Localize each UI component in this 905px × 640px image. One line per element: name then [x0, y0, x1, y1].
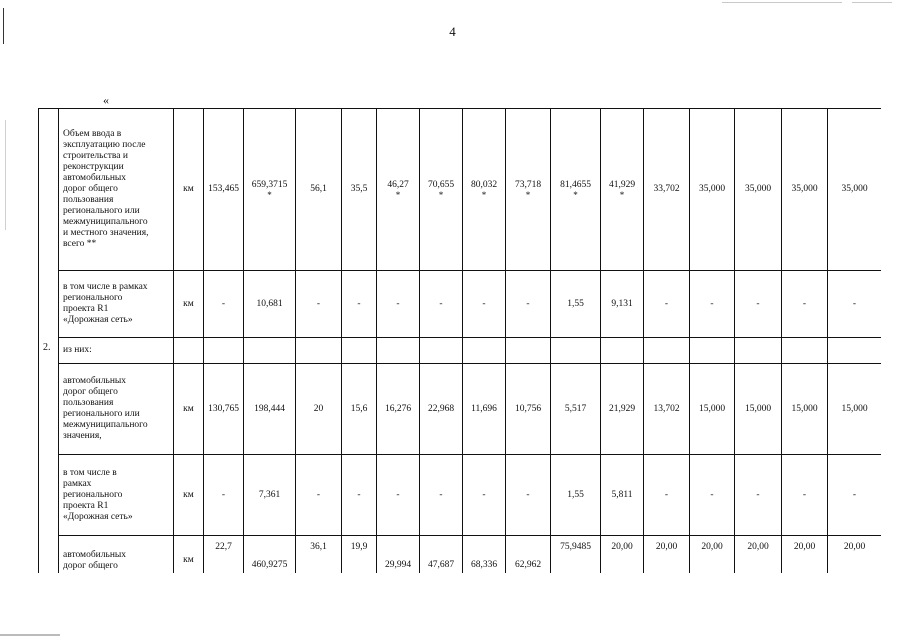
value-cell [828, 271, 882, 338]
table-row [39, 364, 882, 455]
value-cell [551, 338, 601, 364]
value-text: 20,00 [701, 542, 723, 552]
value-cell [782, 109, 828, 271]
value-text: - [316, 298, 321, 309]
table-row [39, 271, 882, 338]
value-cell [463, 364, 506, 455]
value-text: 15,000 [698, 403, 726, 414]
value-cell [690, 455, 735, 536]
value-cell [782, 455, 828, 536]
value-text: - [526, 489, 530, 500]
value-cell [828, 364, 882, 455]
value-cell [342, 455, 377, 536]
footnote-mark: * [481, 190, 487, 200]
value-cell [735, 338, 782, 364]
value-text: 36,1 [310, 542, 327, 552]
value-cell [296, 109, 342, 271]
value-text: 81,4655 [560, 180, 591, 190]
value-text: 19,9 [350, 542, 368, 552]
value-cell [296, 271, 342, 338]
value-cell [828, 338, 882, 364]
value-cell [244, 455, 296, 536]
value-text: 16,276 [384, 403, 412, 414]
value-cell [735, 364, 782, 455]
row-unit: км [174, 109, 204, 271]
value-cell [506, 109, 551, 271]
value-text: 10,756 [514, 403, 542, 414]
footnote-mark: * [267, 190, 272, 200]
value-cell [342, 338, 377, 364]
scan-artifact-line [5, 120, 6, 230]
value-cell [420, 109, 463, 271]
value-text: 22,7 [215, 542, 232, 552]
value-cell [420, 455, 463, 536]
value-text: 35,000 [698, 184, 726, 194]
value-text: - [802, 298, 807, 309]
value-cell [644, 271, 690, 338]
value-cell [463, 455, 506, 536]
value-cell [735, 536, 782, 574]
value-cell [244, 364, 296, 455]
value-cell [377, 338, 420, 364]
value-cell [377, 271, 420, 338]
value-cell [204, 338, 244, 364]
value-text: 22,968 [427, 403, 455, 414]
value-cell [828, 455, 882, 536]
value-cell [551, 109, 601, 271]
value-text: 56,1 [310, 184, 327, 194]
footnote-mark: * [525, 190, 531, 200]
value-cell [506, 455, 551, 536]
value-text: 130,765 [208, 403, 239, 414]
value-cell [690, 536, 735, 574]
row-number: 2. [43, 342, 51, 353]
value-cell [551, 536, 601, 574]
value-text: - [664, 489, 669, 500]
value-cell [377, 364, 420, 455]
value-text: 10,681 [256, 298, 283, 309]
value-cell [601, 364, 644, 455]
value-text: - [710, 298, 714, 309]
value-cell [551, 455, 601, 536]
value-cell [296, 364, 342, 455]
value-cell [601, 271, 644, 338]
value-text: - [526, 298, 530, 309]
row-description: автомобильных дорог общего [59, 536, 174, 574]
quote-mark: « [103, 93, 109, 107]
value-text: - [852, 489, 857, 500]
value-text: 15,000 [744, 403, 772, 414]
value-text: 15,6 [350, 403, 368, 414]
value-cell [204, 271, 244, 338]
value-cell [690, 338, 735, 364]
value-text: - [482, 489, 486, 500]
value-cell [342, 364, 377, 455]
value-cell [782, 338, 828, 364]
value-text: 153,465 [208, 184, 239, 194]
row-unit: км [174, 271, 204, 338]
row-unit: км [174, 536, 204, 574]
value-cell [377, 109, 420, 271]
value-cell [204, 455, 244, 536]
value-cell [601, 536, 644, 574]
value-text: 68,336 [470, 560, 498, 570]
value-text: - [852, 298, 857, 309]
value-cell [690, 109, 735, 271]
value-cell [782, 536, 828, 574]
value-cell [204, 536, 244, 574]
value-text: - [357, 489, 361, 500]
value-cell [463, 536, 506, 574]
data-table-container [38, 108, 881, 573]
value-text: - [802, 489, 807, 500]
value-text: 75,9485 [560, 542, 591, 552]
value-text: - [221, 298, 226, 309]
value-cell [551, 271, 601, 338]
value-cell [690, 364, 735, 455]
value-text: 20,00 [655, 542, 678, 552]
value-text: - [396, 489, 400, 500]
value-cell [244, 109, 296, 271]
value-text: 20,00 [747, 542, 769, 552]
table-row [39, 455, 882, 536]
value-text: 46,27 [387, 180, 409, 190]
value-cell [506, 271, 551, 338]
value-text: - [482, 298, 486, 309]
value-cell [644, 455, 690, 536]
row-unit [174, 338, 204, 364]
value-cell [782, 271, 828, 338]
value-text: 5,517 [564, 403, 587, 414]
value-cell [551, 364, 601, 455]
value-cell [420, 338, 463, 364]
value-cell [244, 271, 296, 338]
value-text: 5,811 [611, 489, 633, 500]
row-description: в том числе в рамках регионального проекта R1 «Дорожная сеть» [59, 455, 174, 536]
value-text: - [396, 298, 400, 309]
value-text: 1,55 [567, 489, 584, 500]
value-cell [463, 271, 506, 338]
table-row [39, 338, 882, 364]
value-cell [342, 109, 377, 271]
footnote-mark: * [395, 190, 401, 200]
row-description: автомобильных дорог общего пользования регионального или межмуниципального значения, [59, 364, 174, 455]
value-cell [377, 536, 420, 574]
value-text: - [710, 489, 714, 500]
value-text: 659,3715 [251, 180, 288, 190]
value-cell [296, 455, 342, 536]
value-cell [420, 271, 463, 338]
value-text: 460,9275 [251, 560, 288, 570]
value-text: 21,929 [608, 403, 636, 414]
value-text: 62,962 [514, 560, 542, 570]
value-text: - [316, 489, 321, 500]
footnote-mark: * [619, 190, 625, 200]
row-description: из них: [59, 338, 174, 364]
value-text: 20,00 [611, 542, 633, 552]
value-text: 198,444 [254, 403, 285, 414]
value-cell [782, 364, 828, 455]
value-cell [828, 536, 882, 574]
value-cell [420, 536, 463, 574]
value-text: - [664, 298, 669, 309]
value-text: 41,929 [608, 180, 636, 190]
value-cell [690, 271, 735, 338]
value-cell [420, 364, 463, 455]
value-cell [296, 536, 342, 574]
row-unit: км [174, 364, 204, 455]
value-text: 1,55 [567, 298, 584, 309]
value-text: - [357, 298, 361, 309]
page-number: 4 [449, 24, 456, 39]
row-description: Объем ввода в эксплуатацию после строительства и реконструкции автомобильных дорог общего пользования регионального или межмуниципального и местного значения, всего ** [59, 109, 174, 271]
value-text: 35,000 [791, 184, 818, 194]
value-cell [644, 364, 690, 455]
value-text: 13,702 [653, 403, 680, 414]
row-unit: км [174, 455, 204, 536]
value-cell [644, 536, 690, 574]
value-cell [463, 109, 506, 271]
value-text: 80,032 [470, 180, 498, 190]
value-cell [735, 109, 782, 271]
value-cell [735, 271, 782, 338]
value-text: 7,361 [258, 489, 281, 500]
table-row [39, 536, 882, 574]
scan-artifact-line [722, 2, 842, 3]
value-text: 20,00 [843, 542, 866, 552]
value-text: 20,00 [793, 542, 816, 552]
value-text: 29,994 [384, 560, 412, 570]
value-text: 11,696 [471, 403, 497, 414]
value-text: 33,702 [653, 184, 680, 194]
value-cell [601, 109, 644, 271]
table-row [39, 109, 882, 271]
data-table [38, 108, 881, 573]
value-cell [296, 338, 342, 364]
value-cell [244, 338, 296, 364]
value-text: - [439, 298, 443, 309]
value-cell [506, 536, 551, 574]
value-cell [506, 338, 551, 364]
value-text: - [439, 489, 443, 500]
value-cell [204, 109, 244, 271]
value-text: - [756, 489, 760, 500]
value-cell [377, 455, 420, 536]
value-cell [735, 455, 782, 536]
value-cell [644, 109, 690, 271]
value-cell [644, 338, 690, 364]
value-cell [244, 536, 296, 574]
scan-artifact-smudge [0, 634, 60, 636]
value-text: 47,687 [427, 560, 455, 570]
row-number-cell [39, 109, 59, 574]
value-cell [342, 536, 377, 574]
value-text: - [756, 298, 760, 309]
value-text: 15,000 [841, 403, 868, 414]
value-cell [342, 271, 377, 338]
row-description: в том числе в рамках регионального проекта R1 «Дорожная сеть» [59, 271, 174, 338]
value-text: 35,000 [744, 184, 772, 194]
value-text: 70,655 [427, 180, 455, 190]
scan-artifact-line [852, 2, 892, 3]
value-text: 15,000 [791, 403, 818, 414]
value-cell [601, 338, 644, 364]
value-text: 73,718 [514, 180, 542, 190]
value-text: 20 [313, 403, 324, 414]
footnote-mark: * [438, 190, 444, 200]
value-cell [204, 364, 244, 455]
value-text: 35,000 [841, 184, 868, 194]
value-text: 9,131 [611, 298, 633, 309]
value-cell [828, 109, 882, 271]
footnote-mark: * [573, 190, 578, 200]
value-cell [506, 364, 551, 455]
value-text: 35,5 [350, 184, 368, 194]
value-cell [601, 455, 644, 536]
value-cell [463, 338, 506, 364]
value-text: - [221, 489, 226, 500]
